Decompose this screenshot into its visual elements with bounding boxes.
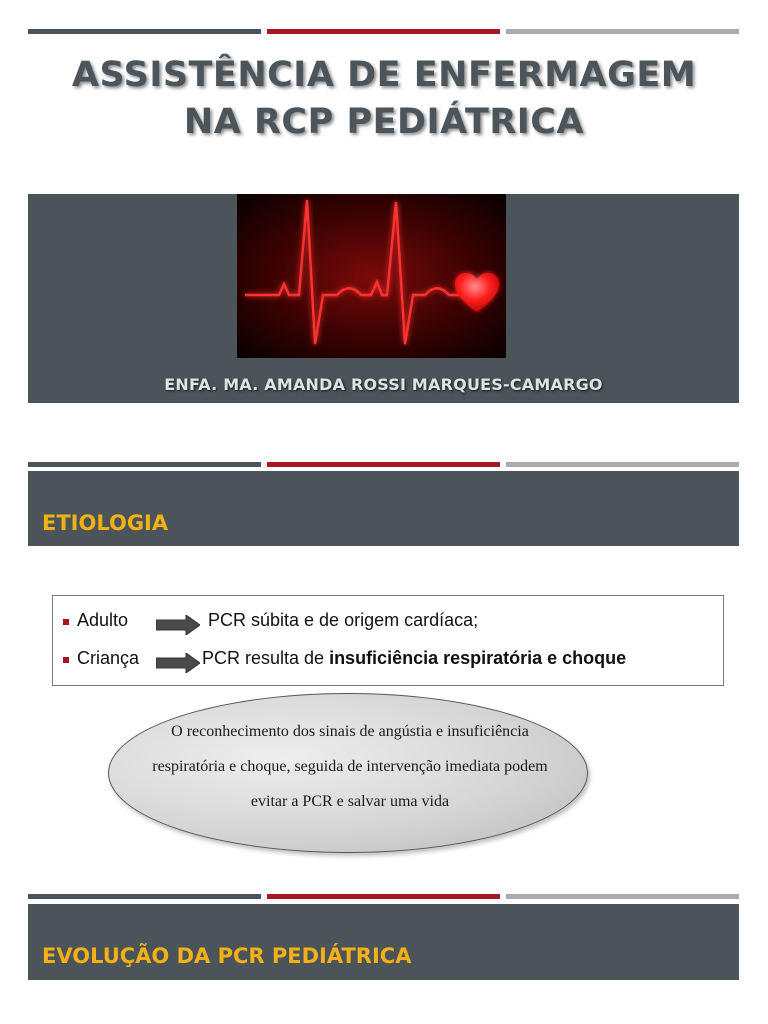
ecg-heartbeat-image bbox=[237, 194, 506, 358]
top-rule-dark bbox=[28, 29, 261, 34]
slide2-title: ETIOLOGIA bbox=[42, 511, 169, 535]
slide3-rule-red bbox=[267, 894, 500, 899]
slide3-header-bar bbox=[28, 904, 739, 980]
slide3-rule-grey bbox=[506, 894, 739, 899]
square-bullet-icon bbox=[63, 657, 69, 663]
slide2-rule-grey bbox=[506, 462, 739, 467]
bullet-description: PCR súbita e de origem cardíaca; bbox=[208, 610, 479, 630]
slide2-header-bar bbox=[28, 471, 739, 546]
bullet-description-emphasis: insuficiência respiratória e choque bbox=[329, 648, 627, 668]
top-rule-grey bbox=[506, 29, 739, 34]
bullet-box bbox=[52, 595, 724, 686]
arrow-right-icon bbox=[156, 615, 200, 635]
slide2-rule-red bbox=[267, 462, 500, 467]
square-bullet-icon bbox=[63, 619, 69, 625]
bullet-term: Criança bbox=[77, 648, 140, 668]
author-name: ENFA. MA. AMANDA ROSSI MARQUES-CAMARGO bbox=[164, 375, 603, 394]
presentation-title: ASSISTÊNCIA DE ENFERMAGEM NA RCP PEDIÁTRICA bbox=[71, 55, 697, 142]
callout-text: O reconhecimento dos sinais de angústia e insuficiência respiratória e choque, seguida de intervenção imediata podem evitar a PCR e salvar uma vida bbox=[152, 723, 548, 810]
bullet-term: Adulto bbox=[77, 610, 129, 630]
bullet-description-text: PCR resulta de bbox=[202, 648, 330, 668]
slide3-rule-dark bbox=[28, 894, 261, 899]
arrow-right-icon bbox=[156, 653, 200, 673]
bullet-item-adult bbox=[53, 610, 723, 636]
top-rule-red bbox=[267, 29, 500, 34]
slide2-rule-dark bbox=[28, 462, 261, 467]
slide3-title: EVOLUÇÃO DA PCR PEDIÁTRICA bbox=[42, 944, 412, 968]
bullet-description bbox=[202, 648, 626, 669]
bullet-item-child bbox=[53, 648, 723, 674]
